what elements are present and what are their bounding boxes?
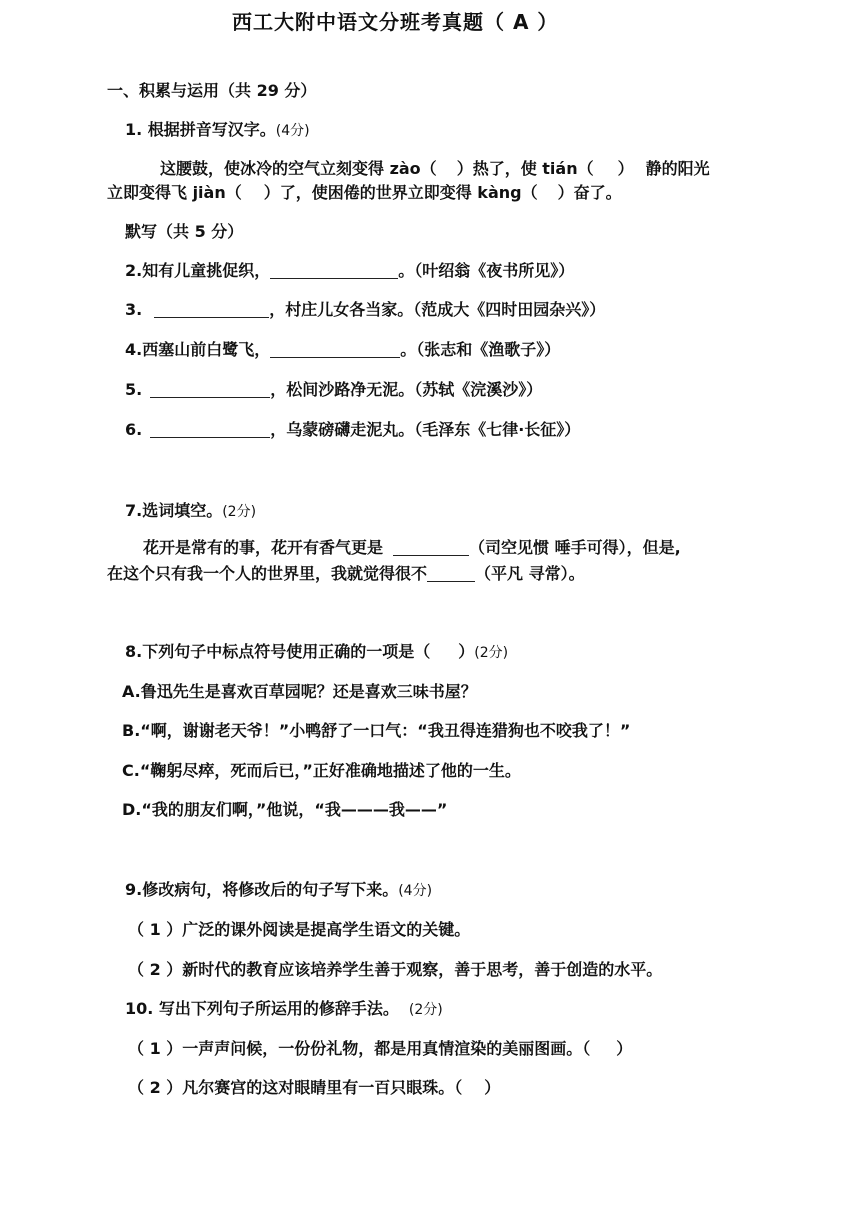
q9-points: (4分) — [398, 883, 433, 899]
q3-line — [125, 300, 605, 320]
q7-line2-b: （平凡 寻常）。 — [475, 564, 585, 583]
q9-item-2: （ 2 ）新时代的教育应该培养学生善于观察，善于思考，善于创造的水平。 — [128, 960, 663, 979]
q1-label — [125, 120, 310, 141]
q10-item-2-close: ） — [484, 1078, 501, 1097]
q3-answer-blank[interactable] — [154, 301, 269, 318]
q2-line — [125, 261, 574, 281]
q4-source: 。（张志和《渔歌子》） — [400, 340, 561, 359]
q1-line1-c: ） — [617, 159, 634, 178]
q1-points: (4分) — [275, 123, 310, 139]
page-title: 西工大附中语文分班考真题（ A ） — [232, 10, 559, 34]
q1-line2-a: 立即变得飞 jiàn（ — [107, 183, 242, 202]
q1-line1 — [160, 159, 710, 179]
q7-points: (2分) — [222, 504, 257, 520]
q1-line2-c: ）奋了。 — [557, 183, 622, 202]
q4-answer-blank[interactable] — [270, 341, 400, 358]
q9-label — [125, 880, 432, 901]
q8-option-b: B.“啊，谢谢老天爷！”小鸭舒了一口气：“我丑得连猎狗也不咬我了！” — [122, 721, 631, 740]
q6-text: ，乌蒙磅礴走泥丸。（毛泽东《七律·长征》） — [270, 420, 581, 439]
q7-label — [125, 501, 256, 522]
q7-blank-1[interactable] — [393, 539, 469, 556]
q8-text: 8.下列句子中标点符号使用正确的一项是（ — [125, 642, 431, 661]
section-heading: 一、积累与运用（共 29 分） — [107, 81, 317, 100]
q5-text: ，松间沙路净无泥。（苏轼《浣溪沙》） — [270, 380, 543, 399]
q7-blank-2[interactable] — [427, 565, 475, 582]
q8-points: (2分) — [474, 645, 509, 661]
q9-text: 9.修改病句，将修改后的句子写下来。 — [125, 880, 399, 899]
q10-text: 10. 写出下列句子所运用的修辞手法。 — [125, 999, 399, 1018]
q6-answer-blank[interactable] — [150, 421, 270, 438]
q3-number: 3. — [125, 300, 143, 319]
dictation-heading: 默写（共 5 分） — [125, 222, 244, 241]
q10-label — [125, 999, 443, 1020]
q8-option-c: C.“鞠躬尽瘁，死而后已，”正好准确地描述了他的一生。 — [122, 761, 521, 780]
q1-line2 — [107, 183, 622, 203]
q4-line — [125, 340, 560, 360]
q4-text: 4.西塞山前白鹭飞， — [125, 340, 271, 359]
q5-answer-blank[interactable] — [150, 381, 270, 398]
q8-option-a: A.鲁迅先生是喜欢百草园呢？还是喜欢三味书屋？ — [122, 682, 477, 701]
q6-number: 6. — [125, 420, 143, 439]
q2-source: 。（叶绍翁《夜书所见》） — [398, 261, 575, 280]
q5-number: 5. — [125, 380, 143, 399]
q3-text: ，村庄儿女各当家。（范成大《四时田园杂兴》） — [269, 300, 606, 319]
q7-line2 — [107, 564, 585, 584]
q7-line1-a: 花开是常有的事，花开有香气更是 — [143, 538, 384, 557]
q1-line1-b: ）热了，使 tián（ — [456, 159, 594, 178]
q6-line — [125, 420, 580, 440]
q7-line1 — [143, 538, 681, 558]
q9-item-1: （ 1 ）广泛的课外阅读是提高学生语文的关键。 — [128, 920, 471, 939]
q1-line1-d: 静的阳光 — [645, 159, 710, 178]
q10-item-1-text: （ 1 ）一声声问候，一份份礼物，都是用真情渲染的美丽图画。（ — [128, 1039, 591, 1058]
q7-text: 7.选词填空。 — [125, 501, 223, 520]
q10-item-2-text: （ 2 ）凡尔赛宫的这对眼睛里有一百只眼珠。（ — [128, 1078, 463, 1097]
q2-text: 2.知有儿童挑促织， — [125, 261, 271, 280]
q8-close: ） — [458, 642, 475, 661]
q7-line2-a: 在这个只有我一个人的世界里，我就觉得很不 — [107, 564, 428, 583]
q7-line1-b: （司空见惯 唾手可得），但是, — [469, 538, 681, 557]
q10-points: (2分) — [408, 1002, 443, 1018]
q10-item-2 — [128, 1078, 500, 1098]
q8-label — [125, 642, 508, 663]
q1-line2-b: ）了，使困倦的世界立即变得 kàng（ — [263, 183, 538, 202]
q1-line1-a: 这腰鼓，使冰冷的空气立刻变得 zào（ — [160, 159, 437, 178]
q8-option-d: D.“我的朋友们啊，”他说，“我———我——” — [122, 800, 448, 819]
q1-text: 1. 根据拼音写汉字。 — [125, 120, 276, 139]
q10-item-1-close: ） — [616, 1039, 633, 1058]
q5-line — [125, 380, 542, 400]
q2-answer-blank[interactable] — [270, 262, 398, 279]
q10-item-1 — [128, 1039, 632, 1059]
